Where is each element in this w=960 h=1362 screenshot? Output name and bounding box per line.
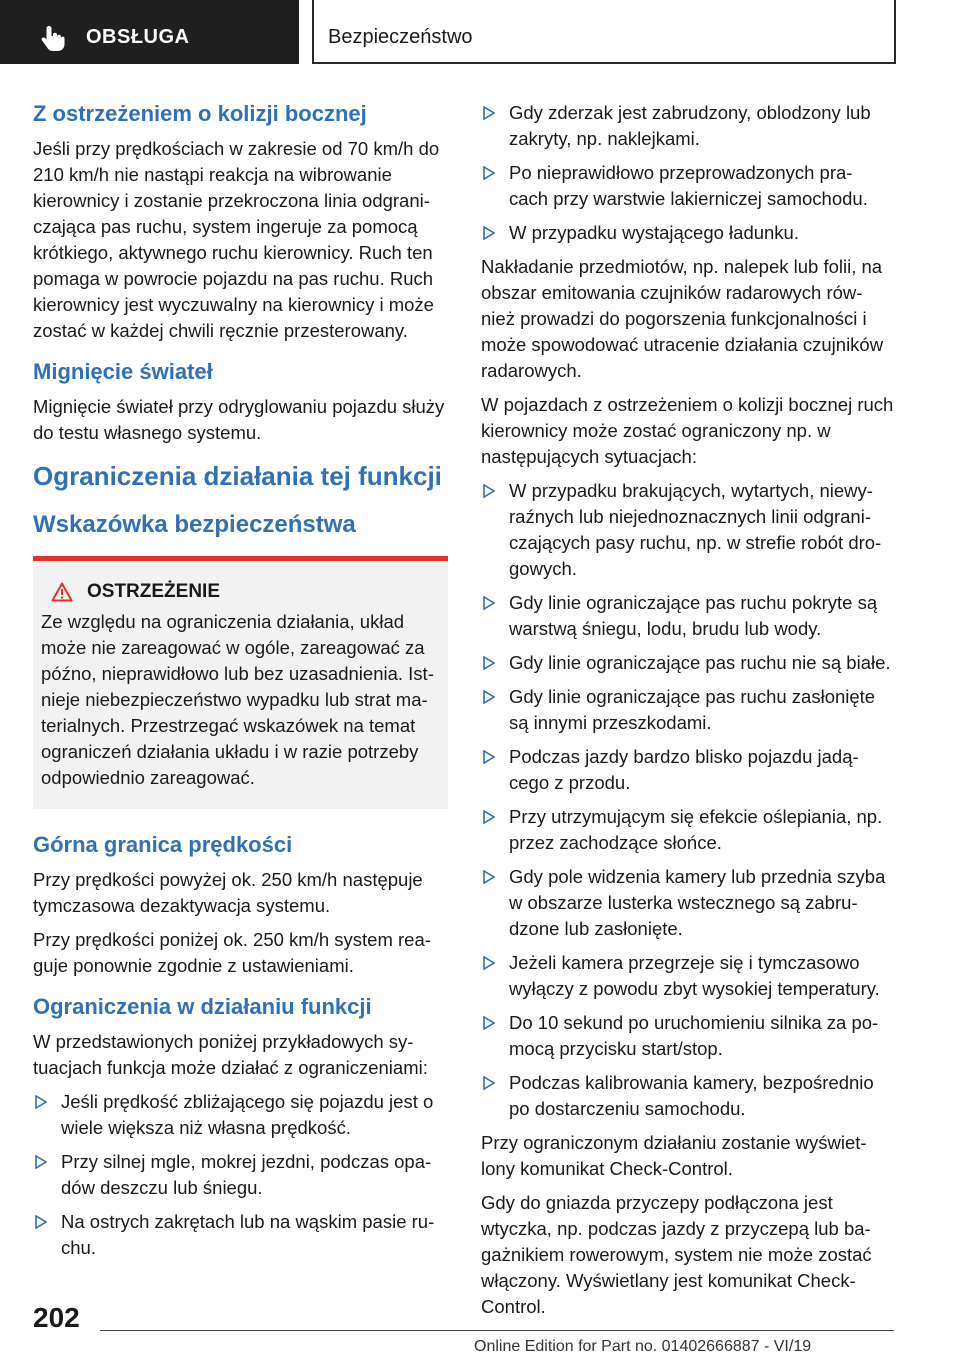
paragraph-speed-2: Przy prędkości poniżej ok. 250 km/h system rea- guje ponownie zgodnie z ustawieniami. [33,929,431,976]
warning-box [33,556,448,809]
page-header [0,0,960,66]
paragraph-foil: Nakładanie przedmiotów, np. nalepek lub folii, na obszar emitowania czujników radarowych rów- nież prowadzi do pogorszenia funkcjonalności i może spowodować utracenie działania czujników radarowych. [481,256,884,381]
right-column [481,100,895,1328]
chapter-tab [312,0,896,64]
section-label: OBSŁUGA [86,26,190,48]
triangle-bullet-icon [35,1215,47,1229]
heading-light-flash: Mignięcie świateł [33,359,213,384]
list-item: Przy utrzymującym się efekcie oślepiania, np. przez zachodzące słońce. [481,804,895,856]
triangle-bullet-icon [483,106,495,120]
list-item: W przypadku brakujących, wytartych, niewy- raźnych lub niejednoznacznych linii odgrani- czających pasy ruchu, np. w strefie robót dro- gowych. [481,478,895,582]
triangle-bullet-icon [483,596,495,610]
page-footer [0,1290,960,1362]
triangle-bullet-icon [483,484,495,498]
list-item: Na ostrych zakrętach lub na wąskim pasie ru- chu. [33,1209,448,1261]
warning-text: Ze względu na ograniczenia działania, układ może nie zareagować w ogóle, zareagować za późno, nieprawidłowo lub bez uzasadnienia. Ist- nieje niebezpieczeństwo wypadku lub strat ma- terialnych. Przestrzegać wskazówek na temat ograniczeń działania układu i w razie potrzeby odpowiednio zareagować. [41,611,434,788]
triangle-bullet-icon [483,870,495,884]
paragraph-light-flash: Mignięcie świateł przy odryglowaniu pojazdu służy do testu własnego systemu. [33,396,445,443]
heading-side-collision: Z ostrzeżeniem o kolizji bocznej [33,101,367,126]
triangle-bullet-icon [483,656,495,670]
warning-title: OSTRZEŻENIE [87,581,221,602]
paragraph-function-restrictions: W przedstawionych poniżej przykładowych sy- tuacjach funkcja może działać z ograniczeniami: [33,1031,428,1078]
edition-text: Online Edition for Part no. 01402666887 - VI/19 [474,1338,812,1355]
triangle-bullet-icon [483,956,495,970]
footer-divider [100,1330,894,1331]
list-item: Przy silnej mgle, mokrej jezdni, podczas opa- dów deszczu lub śniegu. [33,1149,448,1201]
triangle-bullet-icon [483,810,495,824]
paragraph-side-limit: W pojazdach z ostrzeżeniem o kolizji bocznej ruch kierownicy może zostać ograniczony np. w następujących sytuacjach: [481,394,894,467]
list-item: Gdy linie ograniczające pas ruchu zasłonięte są innymi przeszkodami. [481,684,895,736]
list-item: Do 10 sekund po uruchomieniu silnika za po- mocą przycisku start/stop. [481,1010,895,1062]
heading-safety-note: Wskazówka bezpieczeństwa [33,511,356,538]
list-item: Gdy linie ograniczające pas ruchu nie są białe. [481,650,895,676]
heading-function-limits: Ograniczenia działania tej funkcji [33,461,442,491]
list-item: Jeżeli kamera przegrzeje się i tymczasowo wyłączy z powodu zbyt wysokiej temperatury. [481,950,895,1002]
heading-function-restrictions: Ograniczenia w działaniu funkcji [33,994,372,1019]
chapter-title: Bezpieczeństwo [328,26,473,48]
list-item: W przypadku wystającego ładunku. [481,220,895,246]
bullet-list-right-b [481,478,895,1122]
triangle-bullet-icon [483,750,495,764]
list-item: Gdy pole widzenia kamery lub przednia szyba w obszarze lusterka wstecznego są zabru- dzone lub zasłonięte. [481,864,895,942]
paragraph-side-collision: Jeśli przy prędkościach w zakresie od 70 km/h do 210 km/h nie nastąpi reakcja na wibrowanie kierownicy i zostanie przekroczona linia odgrani- czająca pas ruchu, system ingeruje za pomocą krótkiego, aktywnego ruchu kierownicy. Ruch ten pomaga w powrocie pojazdu na pas ruchu. Ruch kierownicy jest wyczuwalny na kierownicy i może zostać w każdej chwili ręcznie przesterowany. [33,138,440,341]
list-item: Gdy zderzak jest zabrudzony, oblodzony lub zakryty, np. naklejkami. [481,100,895,152]
paragraph-check-control-2: Gdy do gniazda przyczepy podłączona jest wtyczka, np. podczas jazdy z przyczepą lub ba- gażnikiem rowerowym, system nie może zostać włączony. Wyświetlany jest komunikat Check- Control. [481,1192,872,1317]
paragraph-speed-1: Przy prędkości powyżej ok. 250 km/h następuje tymczasowa dezaktywacja systemu. [33,869,423,916]
triangle-bullet-icon [483,1016,495,1030]
hand-pointer-icon [40,24,66,52]
list-item: Podczas kalibrowania kamery, bezpośrednio po dostarczeniu samochodu. [481,1070,895,1122]
triangle-bullet-icon [483,166,495,180]
triangle-bullet-icon [483,1076,495,1090]
list-item: Po nieprawidłowo przeprowadzonych pra- cach przy warstwie lakierniczej samochodu. [481,160,895,212]
bullet-list-right-a [481,100,895,246]
triangle-bullet-icon [483,690,495,704]
bullet-list-left [33,1089,448,1261]
list-item: Gdy linie ograniczające pas ruchu pokryte są warstwą śniegu, lodu, brudu lub wody. [481,590,895,642]
page-number: 202 [33,1302,80,1333]
list-item: Jeśli prędkość zbliżającego się pojazdu jest o wiele większa niż własna prędkość. [33,1089,448,1141]
section-tab [0,0,299,64]
list-item: Podczas jazdy bardzo blisko pojazdu jadą- cego z przodu. [481,744,895,796]
paragraph-check-control-1: Przy ograniczonym działaniu zostanie wyświet- lony komunikat Check-Control. [481,1132,867,1179]
triangle-bullet-icon [35,1095,47,1109]
left-column [33,100,448,1269]
warning-triangle-icon [51,582,73,602]
triangle-bullet-icon [483,226,495,240]
triangle-bullet-icon [35,1155,47,1169]
heading-speed-limit: Górna granica prędkości [33,832,293,857]
